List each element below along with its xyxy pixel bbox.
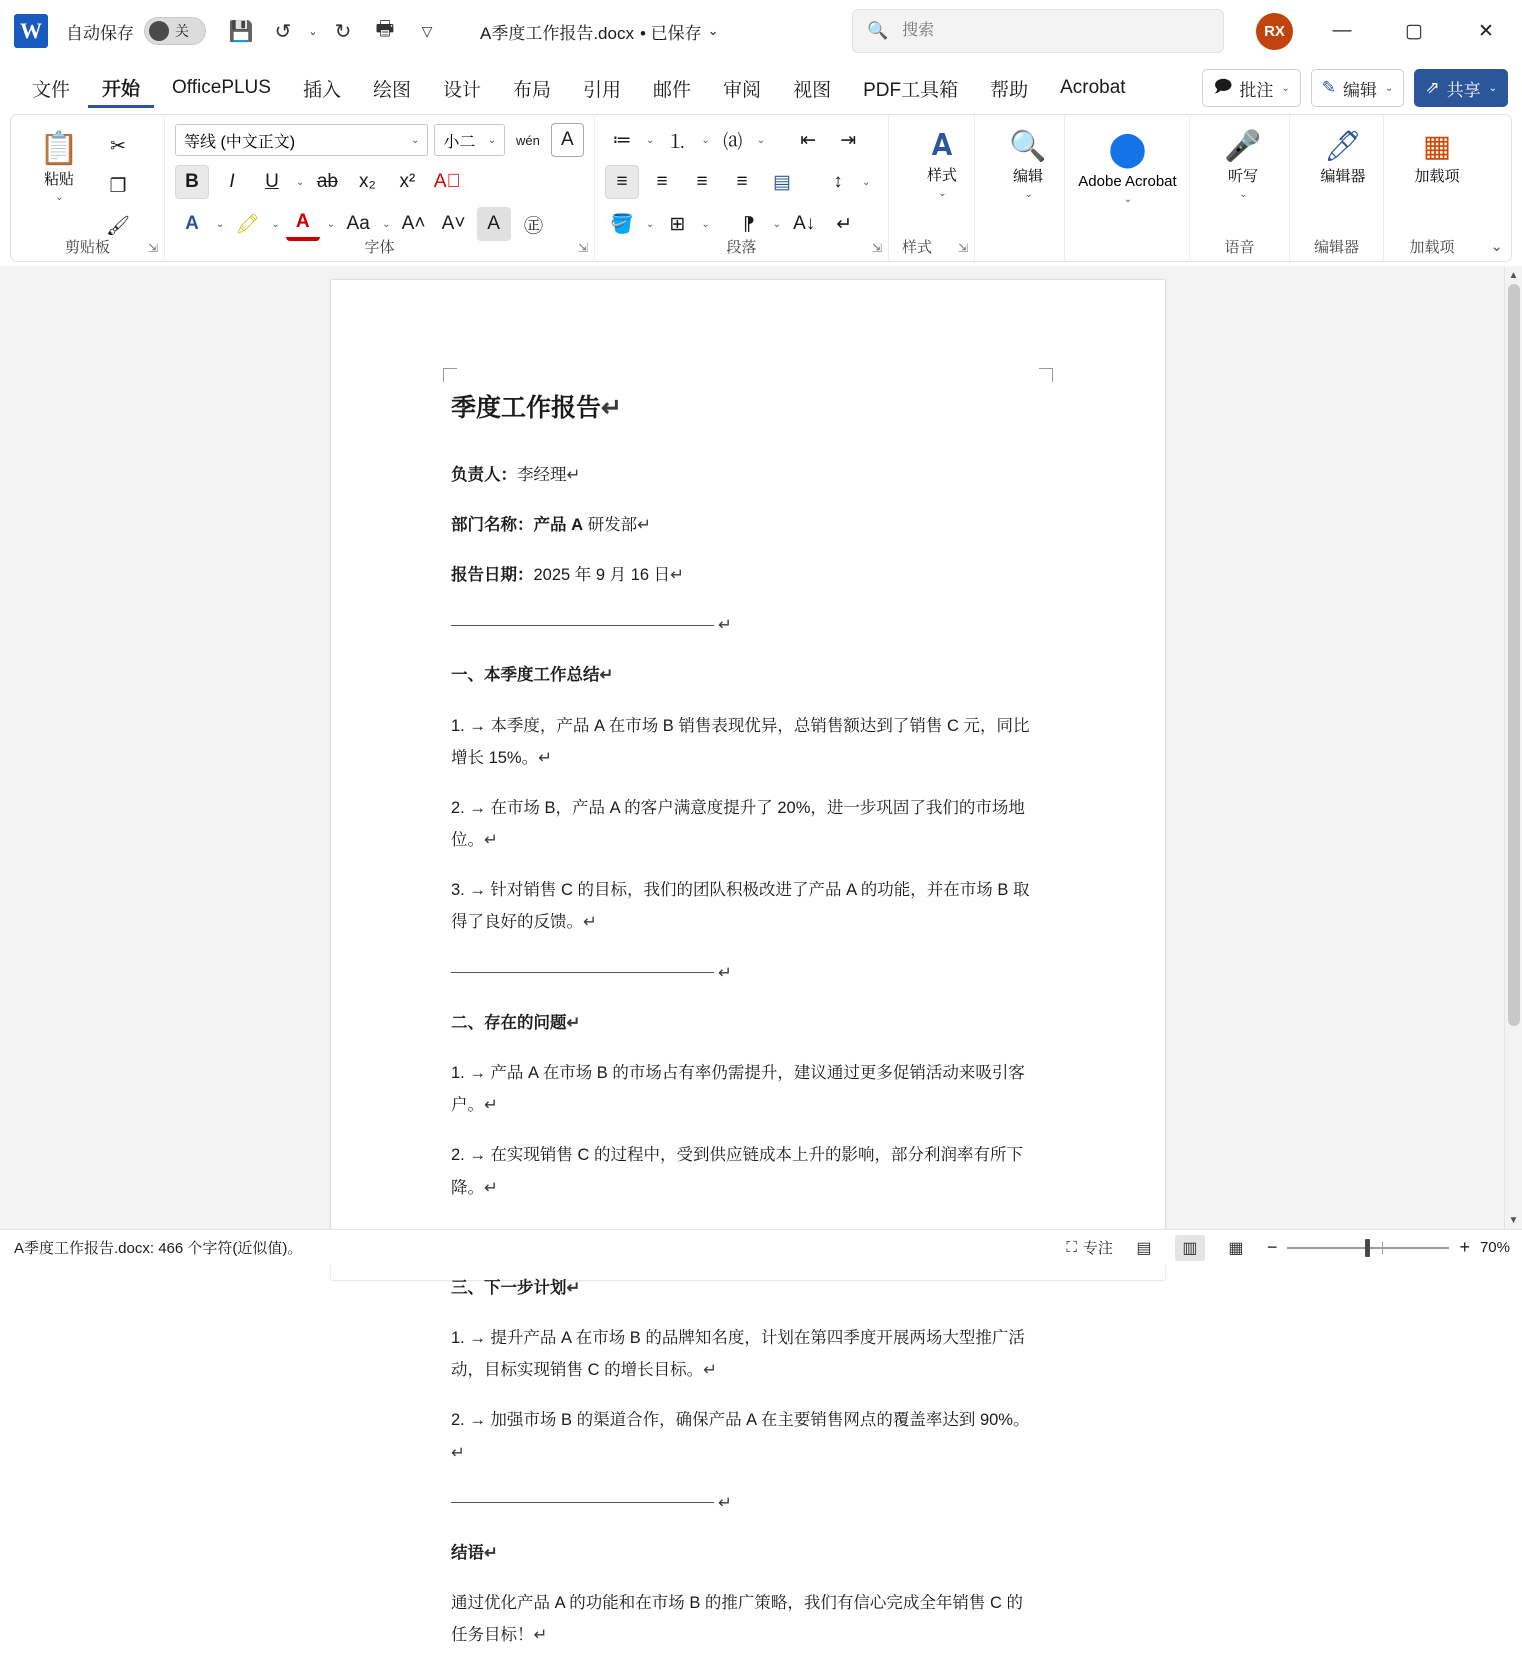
- clear-formatting-icon[interactable]: A⃠: [433, 171, 461, 192]
- tab-home[interactable]: 开始: [88, 68, 154, 108]
- autosave-label: 自动保存: [66, 23, 134, 43]
- chevron-down-icon[interactable]: ⌄: [55, 192, 64, 204]
- subscript-icon[interactable]: x₂: [358, 171, 376, 192]
- autosave-state-label: 关: [175, 23, 189, 39]
- comments-button[interactable]: [1202, 69, 1300, 107]
- title-bar: [0, 0, 1522, 62]
- increase-indent-icon[interactable]: ⇥: [840, 129, 857, 151]
- highlight-chevron-icon[interactable]: ⌄: [271, 218, 280, 230]
- underline-icon[interactable]: U: [265, 171, 279, 192]
- tab-references[interactable]: 引用: [583, 79, 622, 101]
- focus-mode-button[interactable]: [1066, 1237, 1113, 1258]
- tab-view[interactable]: 视图: [793, 79, 832, 101]
- dictate-button[interactable]: [1200, 123, 1286, 200]
- document-section-1-item-3: 3. → 针对销售 C 的目标，我们的团队积极改进了产品 A 的功能，并在市场 B 取得了良好的反馈。↵: [451, 881, 1030, 932]
- change-case-chevron-icon[interactable]: ⌄: [382, 218, 391, 230]
- document-meta-owner: 负责人：李经理↵: [451, 465, 581, 484]
- styles-dialog-launcher[interactable]: ⇲: [957, 241, 968, 255]
- tab-bar-right-actions: [1202, 69, 1508, 107]
- font-color-icon[interactable]: A: [286, 207, 320, 241]
- chevron-down-icon[interactable]: ⌄: [410, 134, 420, 146]
- collapse-ribbon-icon[interactable]: ⌄: [1490, 238, 1503, 255]
- paragraph-dialog-launcher[interactable]: ⇲: [871, 241, 882, 255]
- document-section-1-item-2: 2. → 在市场 B，产品 A 的客户满意度提升了 20%，进一步巩固了我们的市场地位。↵: [451, 798, 1025, 850]
- ribbon-group-addins: [1384, 115, 1480, 261]
- chevron-down-icon[interactable]: ⌄: [1024, 189, 1033, 201]
- numbering-chevron-icon[interactable]: ⌄: [701, 134, 710, 146]
- document-section-2-item-1: 1. → 产品 A 在市场 B 的市场占有率仍需提升，建议通过更多促销活动来吸引客户。↵: [451, 1063, 1025, 1115]
- window-controls: [1306, 0, 1522, 62]
- copy-icon[interactable]: ❐: [109, 175, 127, 197]
- tab-officeplus[interactable]: OfficePLUS: [172, 77, 271, 98]
- text-highlight-color-icon[interactable]: 🖍: [235, 214, 260, 235]
- document-section-1-item-1: 1. → 本季度，产品 A 在市场 B 销售表现优异，总销售额达到了销售 C 元，同比增长 15%。↵: [451, 716, 1030, 767]
- tab-pdftools[interactable]: PDF工具箱: [863, 79, 959, 101]
- bullets-chevron-icon[interactable]: ⌄: [646, 134, 655, 146]
- voice-group-label: 语音: [1224, 239, 1255, 256]
- tab-acrobat[interactable]: Acrobat: [1060, 77, 1126, 98]
- strikethrough-icon[interactable]: ab: [316, 171, 338, 192]
- search-icon: 🔍: [867, 21, 889, 40]
- print-preview-icon[interactable]: 🖶: [375, 18, 395, 40]
- word-logo-icon: W: [14, 14, 48, 48]
- styles-icon: 𝐀: [931, 129, 953, 162]
- pencil-icon: ✎: [1321, 78, 1336, 97]
- chevron-down-icon[interactable]: ⌄: [1384, 82, 1394, 94]
- paste-button[interactable]: [21, 123, 97, 203]
- ribbon-group-adobe-acrobat: [1065, 115, 1190, 261]
- font-group-label: 字体: [364, 239, 395, 256]
- clipboard-group-label: 剪贴板: [64, 239, 110, 256]
- share-label: 共享: [1446, 80, 1481, 100]
- document-section-heading-1: 一、本季度工作总结↵: [451, 666, 614, 685]
- horizontal-rule: [451, 972, 714, 973]
- document-section-3-item-2: 2. → 加强市场 B 的渠道合作，确保产品 A 在主要销售网点的覆盖率达到 90%。↵: [451, 1411, 1030, 1462]
- text-effects-chevron-icon[interactable]: ⌄: [216, 218, 225, 230]
- distribute-icon[interactable]: ▤: [773, 171, 791, 193]
- tab-mailings[interactable]: 邮件: [653, 79, 692, 101]
- comments-label: 批注: [1239, 80, 1274, 100]
- dictate-label: 听写: [1227, 168, 1258, 185]
- zoom-in-button[interactable]: +: [1459, 1237, 1470, 1257]
- adobe-acrobat-icon: ⬤: [1108, 130, 1147, 168]
- editor-label: 编辑器: [1320, 168, 1366, 185]
- enclose-characters-icon[interactable]: ㊣: [524, 215, 544, 237]
- font-size-value: 小二: [443, 133, 476, 151]
- bullets-icon[interactable]: ≔: [612, 129, 632, 151]
- ribbon-group-paragraph: [595, 115, 889, 261]
- addins-button[interactable]: [1394, 123, 1480, 185]
- autosave-toggle[interactable]: [144, 17, 206, 45]
- tab-file[interactable]: 文件: [32, 79, 71, 101]
- document-title-chevron-icon[interactable]: ⌄: [707, 23, 719, 38]
- addins-group-label: 加载项: [1409, 239, 1455, 256]
- editing-label: 编辑: [1342, 80, 1377, 100]
- scroll-up-icon[interactable]: ▲: [1508, 269, 1519, 281]
- chevron-down-icon[interactable]: ⌄: [938, 188, 947, 200]
- tab-design[interactable]: 设计: [442, 79, 481, 101]
- minimize-button[interactable]: —: [1332, 20, 1352, 41]
- align-right-icon[interactable]: ≡: [696, 171, 708, 192]
- search-input[interactable]: [900, 21, 1209, 41]
- print-layout-icon[interactable]: ▥: [1175, 1235, 1205, 1261]
- quick-access-toolbar: [222, 12, 446, 50]
- margin-corner-icon: [1039, 368, 1053, 382]
- superscript-icon[interactable]: x²: [399, 171, 416, 192]
- paste-label: 粘贴: [43, 171, 74, 188]
- line-spacing-icon[interactable]: ↕: [833, 171, 843, 192]
- line-break-icon[interactable]: ↵: [836, 213, 853, 235]
- tab-help[interactable]: 帮助: [990, 79, 1029, 101]
- document-meta-department: 部门名称：产品 A 研发部↵: [451, 515, 651, 534]
- underline-chevron-icon[interactable]: ⌄: [296, 176, 305, 188]
- font-size-combo[interactable]: [434, 124, 505, 156]
- tab-draw[interactable]: 绘图: [372, 79, 411, 101]
- formatting-marks-chevron-icon[interactable]: ⌄: [772, 218, 782, 230]
- format-painter-icon[interactable]: 🖌: [105, 216, 131, 237]
- document-section-4-item-1: 通过优化产品 A 的功能和在市场 B 的推广策略，我们有信心完成全年销售 C 的任务目标！↵: [451, 1594, 1024, 1645]
- tab-layout[interactable]: 布局: [513, 79, 552, 101]
- zoom-slider-tick: [1382, 1242, 1383, 1254]
- undo-caret-icon[interactable]: ⌄: [308, 25, 318, 38]
- search-box[interactable]: [852, 9, 1224, 53]
- focus-label: 专注: [1082, 1240, 1113, 1257]
- magnifier-icon: 🔍: [1009, 130, 1047, 163]
- redo-icon[interactable]: ↻: [334, 20, 352, 43]
- justify-icon[interactable]: ≡: [736, 171, 748, 192]
- shading-chevron-icon[interactable]: ⌄: [646, 218, 655, 230]
- editing-button-label: 编辑: [1012, 168, 1043, 185]
- sort-icon[interactable]: A↓: [793, 213, 816, 234]
- borders-icon[interactable]: ⊞: [669, 213, 686, 235]
- styles-button-label: 样式: [926, 167, 957, 184]
- document-page[interactable]: [331, 280, 1165, 1645]
- editor-pen-icon: 🖊: [1323, 130, 1363, 163]
- character-shading-icon[interactable]: A: [477, 207, 511, 241]
- zoom-slider-handle[interactable]: [1365, 1239, 1370, 1257]
- tab-insert[interactable]: 插入: [302, 79, 341, 101]
- document-save-state: • 已保存: [639, 23, 702, 43]
- editing-button[interactable]: [985, 123, 1071, 200]
- close-button[interactable]: ✕: [1478, 20, 1494, 42]
- align-center-icon[interactable]: ≡: [656, 171, 668, 192]
- editor-button[interactable]: [1300, 123, 1386, 185]
- customize-quick-access-icon[interactable]: ▽: [421, 22, 433, 39]
- microphone-icon: 🎤: [1224, 130, 1262, 163]
- chevron-down-icon[interactable]: ⌄: [1239, 189, 1248, 201]
- ribbon-group-clipboard: [11, 115, 165, 261]
- ribbon-tab-bar: [0, 62, 1522, 114]
- grow-font-icon[interactable]: A˄: [401, 213, 426, 234]
- horizontal-rule: [451, 625, 714, 626]
- line-spacing-chevron-icon[interactable]: ⌄: [862, 176, 871, 188]
- document-separator: ↵: [451, 609, 1039, 641]
- document-separator: ↵: [451, 1487, 1039, 1519]
- toggle-knob-icon: [149, 21, 169, 41]
- styles-button[interactable]: [899, 123, 985, 199]
- bold-icon[interactable]: B: [175, 165, 209, 199]
- font-dialog-launcher[interactable]: ⇲: [577, 241, 588, 255]
- share-button[interactable]: [1414, 69, 1508, 107]
- text-effects-icon[interactable]: A: [185, 213, 199, 234]
- document-section-2-item-2: 2. → 在实现销售 C 的过程中，受到供应链成本上升的影响，部分利润率有所下降。↵: [451, 1146, 1024, 1197]
- word-count-status[interactable]: A季度工作报告.docx: 466 个字符(近似值)。: [14, 1240, 303, 1257]
- status-bar-right: [1066, 1235, 1510, 1261]
- document-text[interactable]: [451, 384, 1039, 1669]
- document-title-area[interactable]: [480, 19, 719, 44]
- ribbon-group-styles: [889, 115, 975, 261]
- ribbon: [10, 114, 1512, 262]
- editor-group-label: 编辑器: [1313, 239, 1359, 256]
- margin-corner-icon: [443, 368, 457, 382]
- phonetic-guide-icon[interactable]: wén: [516, 132, 540, 148]
- adobe-acrobat-label: Adobe Acrobat: [1078, 173, 1177, 190]
- decrease-indent-icon[interactable]: ⇤: [800, 129, 817, 151]
- clipboard-dialog-launcher[interactable]: ⇲: [147, 241, 158, 255]
- zoom-level-label[interactable]: 70%: [1479, 1239, 1510, 1256]
- multilevel-chevron-icon[interactable]: ⌄: [756, 134, 766, 146]
- web-layout-icon[interactable]: ▦: [1228, 1239, 1244, 1257]
- document-separator: ↵: [451, 957, 1039, 989]
- comment-icon: 🗩: [1213, 76, 1233, 96]
- font-name-combo[interactable]: [175, 124, 428, 156]
- zoom-out-button[interactable]: −: [1266, 1237, 1278, 1257]
- document-title: A季度工作报告.docx: [480, 23, 634, 43]
- avatar[interactable]: RX: [1256, 13, 1293, 50]
- scroll-down-icon[interactable]: ▼: [1508, 1214, 1519, 1226]
- document-section-heading-3: 三、下一步计划↵: [451, 1278, 581, 1297]
- character-border-icon[interactable]: A: [551, 123, 584, 157]
- numbering-icon[interactable]: ⒈: [667, 131, 687, 153]
- chevron-down-icon[interactable]: ⌄: [1488, 82, 1497, 94]
- horizontal-rule: [451, 1502, 714, 1503]
- borders-chevron-icon[interactable]: ⌄: [701, 218, 710, 230]
- maximize-button[interactable]: ▢: [1405, 20, 1423, 42]
- chevron-down-icon[interactable]: ⌄: [487, 134, 497, 146]
- undo-icon[interactable]: ↺: [274, 20, 292, 43]
- paste-icon: 📋: [39, 130, 79, 166]
- font-name-value: 等线 (中文正文): [184, 133, 296, 151]
- italic-icon[interactable]: I: [229, 171, 235, 192]
- zoom-slider[interactable]: [1287, 1238, 1449, 1258]
- document-heading-title: 季度工作报告↵: [451, 394, 622, 422]
- show-formatting-marks-icon[interactable]: ⁋: [742, 213, 755, 235]
- chevron-down-icon[interactable]: ⌄: [1281, 82, 1290, 94]
- editing-mode-button[interactable]: [1311, 69, 1405, 107]
- font-color-chevron-icon[interactable]: ⌄: [326, 218, 336, 230]
- shading-icon[interactable]: 🪣: [610, 214, 634, 235]
- multilevel-list-icon[interactable]: ⒜: [723, 131, 743, 153]
- tab-review[interactable]: 审阅: [723, 79, 762, 101]
- addins-label: 加载项: [1414, 168, 1460, 185]
- paragraph-group-label: 段落: [726, 239, 757, 256]
- ribbon-group-editor: [1290, 115, 1384, 261]
- document-meta-date: 报告日期：2025 年 9 月 16 日↵: [451, 566, 684, 585]
- shrink-font-icon[interactable]: A˅: [441, 213, 466, 234]
- scrollbar-thumb[interactable]: [1508, 284, 1520, 1026]
- share-icon: ⇗: [1425, 78, 1440, 97]
- align-left-icon[interactable]: ≡: [605, 165, 639, 199]
- adobe-acrobat-button[interactable]: [1075, 123, 1180, 205]
- change-case-icon[interactable]: Aa: [346, 213, 370, 234]
- styles-group-label: 样式: [901, 239, 932, 256]
- document-section-heading-2: 二、存在的问题↵: [451, 1013, 581, 1032]
- chevron-down-icon[interactable]: ⌄: [1123, 194, 1133, 206]
- vertical-scrollbar[interactable]: [1504, 266, 1522, 1229]
- ribbon-group-font: [165, 115, 595, 261]
- ribbon-group-editing: [975, 115, 1065, 261]
- ribbon-group-voice: [1190, 115, 1290, 261]
- focus-icon: ⛶: [1066, 1239, 1077, 1256]
- document-section-3-item-1: 1. → 提升产品 A 在市场 B 的品牌知名度，计划在第四季度开展两场大型推广活动，目标实现销售 C 的增长目标。↵: [451, 1329, 1025, 1380]
- document-section-heading-4: 结语↵: [451, 1543, 498, 1562]
- read-mode-icon[interactable]: ▤: [1136, 1239, 1152, 1257]
- addins-grid-icon: ▦: [1422, 130, 1452, 163]
- status-bar: [0, 1229, 1522, 1265]
- cut-icon[interactable]: ✂: [110, 135, 126, 157]
- save-icon[interactable]: 💾: [228, 20, 254, 43]
